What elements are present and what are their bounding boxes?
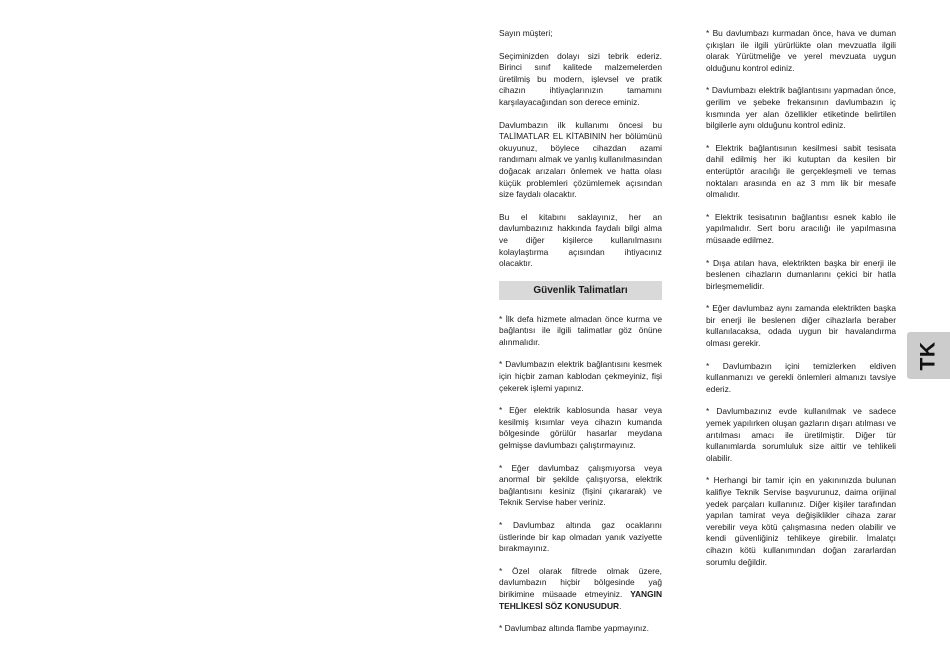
safety-item: * Eğer davlumbaz çalışmıyorsa veya anormal bir şekilde çalışıyorsa, elektrik bağlantısını kesiniz (fişini çıkararak) ve Teknik Servise haber veriniz.	[499, 462, 662, 508]
language-tab	[907, 332, 950, 379]
language-tab-label: TK	[916, 341, 940, 370]
safety-item-fire	[499, 566, 662, 612]
safety-item: * Davlumbazınız evde kullanılmak ve sadece yemek yapılırken oluşan gazların dışarı atılması ve arıtılması amacı ile üretilmiştir. Diğer tür kullanımlarda sorumluluk size aittir ve tehlikeli olabilir.	[706, 406, 896, 463]
safety-item: * İlk defa hizmete almadan önce kurma ve bağlantısı ile ilgili talimatlar göz önüne alınmalıdır.	[499, 313, 662, 347]
safety-item: * Bu davlumbazı kurmadan önce, hava ve duman çıkışları ile ilgili yürürlükte olan mevzuatla ilgili olarak Yürütmeliğe ve yerel mevzuata uygun olduğunu kontrol ediniz.	[706, 28, 896, 73]
fire-item-text: * Özel olarak filtrede olmak üzere, davlumbazın hiçbir bölgesinde yağ birikimine müsaade etmeyiniz.	[499, 565, 662, 599]
section-heading: Güvenlik Talimatları	[499, 281, 662, 300]
safety-item: * Elektrik bağlantısının kesilmesi sabit tesisata dahil edilmiş her iki kutuptan da kesilen bir enterüptör aracılığı ile gerçekleşmeli ve temas noktaları arasında en az 3 mm lik bir mesafe olmalıdır.	[706, 142, 896, 200]
safety-item: * Dışa atılan hava, elektrikten başka bir enerji ile beslenen cihazların dumanlarını çekici bir hatla birleşmemelidir.	[706, 257, 896, 291]
read-manual-paragraph: Davlumbazın ilk kullanımı öncesi bu TALİMATLAR EL KİTABININ her bölümünü okuyunuz, böylece cihazdan azami randımanı almak ve yanlış kullanılmasından doğacak arızaları önlemek ve hatta olası küçük problemleri çözümlemek açısından size faydalı olacaktır.	[499, 119, 662, 200]
safety-item: * Davlumbazın içini temizlerken eldiven kullanmanızı ve gerekli önlemleri almanızı tavsiye ederiz.	[706, 360, 896, 394]
keep-manual-paragraph: Bu el kitabını saklayınız, her an davlumbazınız hakkında faydalı bilgi alma ve diğer kişilerce kullanılmasını kolaylaştırma açısından ihtiyacınız olacaktır.	[499, 211, 662, 269]
intro-paragraph: Seçiminizden dolayı sizi tebrik ederiz. Birinci sınıf kalitede malzemelerden üretilmiş bu modern, işlevsel ve pratik cihazın ihtiyaçlarınızın tamamını karşılayacağından son derece eminiz.	[499, 50, 662, 107]
safety-item: * Davlumbaz altında flambe yapmayınız.	[499, 623, 649, 634]
safety-item: * Elektrik tesisatının bağlantısı esnek kablo ile yapılmalıdır. Sert boru aracılığı ile yapılmasına müsaade edilmez.	[706, 211, 896, 245]
greeting: Sayın müşteri;	[499, 28, 553, 38]
safety-item: * Davlumbazı elektrik bağlantısını yapmadan önce, gerilim ve şebeke frekansının davlumbazın iç kısmında yer alan özellikler etiketinde belirtilen bilgilerle aynı olduğunu kontrol ediniz.	[706, 85, 896, 131]
fire-warning: YANGIN TEHLİKESİ SÖZ KONUSUDUR	[499, 588, 662, 611]
left-column	[499, 28, 662, 646]
right-column	[706, 28, 896, 579]
safety-item: * Eğer davlumbaz aynı zamanda elektrikten başka bir enerji ile beslenen diğer cihazlarla beraber kullanılacaksa, odada uygun bir havalandırma olması gerekir.	[706, 303, 896, 349]
safety-item: * Davlumbaz altında gaz ocaklarını üstlerinde bir kap olmadan yanık vaziyette bırakmayınız.	[499, 520, 662, 554]
safety-item: * Eğer elektrik kablosunda hasar veya kesilmiş kısımlar veya cihazın kumanda bölgesinde görülür hasarlar meydana gelmişse davlumbazı çalıştırmayınız.	[499, 405, 662, 451]
fire-item-end: .	[619, 600, 622, 611]
safety-item: * Davlumbazın elektrik bağlantısını kesmek için hiçbir zaman kablodan çekmeyiniz, fişi çekerek işlemi yapınız.	[499, 359, 662, 393]
safety-item: * Herhangi bir tamir için en yakınınızda bulunan kalifiye Teknik Servise başvurunuz, daima orijinal yedek parçaları kullanınız. Diğer kişiler tarafından yapılan tamirat veya değişiklikler cihaza zarar verebilir veya kötü çalışmasına neden olabilir ve kendi güvenliğiniz tehlikeye girebilir. İmalatçı cihazın kötü kullanımından doğan zararlardan sorumlu değildir.	[706, 475, 896, 567]
